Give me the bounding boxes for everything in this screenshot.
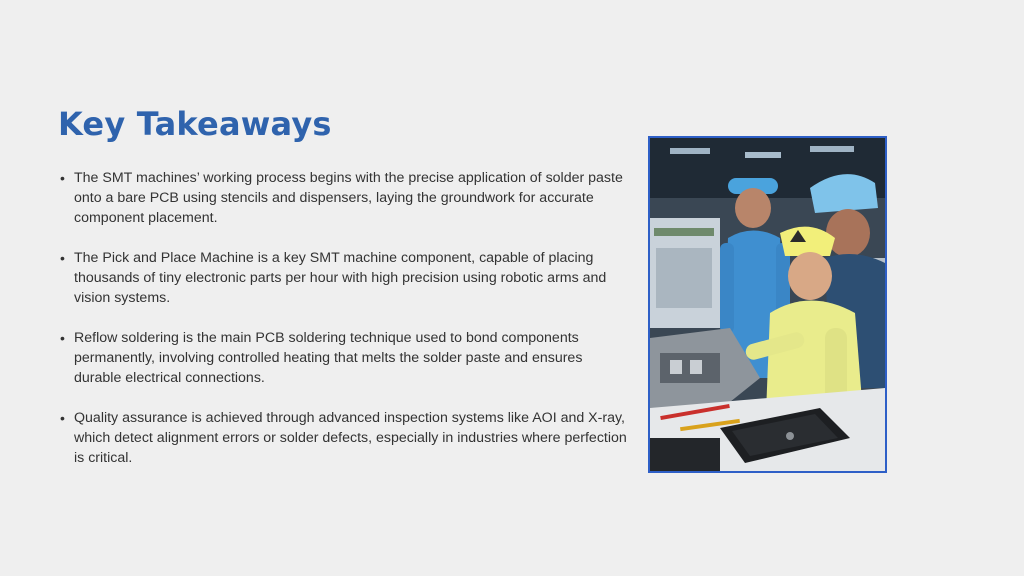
- takeaway-item: [58, 168, 628, 228]
- bullet-icon: •: [60, 250, 65, 266]
- takeaway-text: The Pick and Place Machine is a key SMT machine component, capable of placing thousands of tiny electronic parts per hour with high precision using robotic arms and vision systems.: [74, 250, 607, 306]
- factory-photo: [648, 136, 887, 473]
- takeaway-item: [58, 248, 628, 308]
- takeaway-text: The SMT machines’ working process begins with the precise application of solder paste onto a bare PCB using stencils and dispensers, laying the groundwork for accurate component placement.: [74, 170, 623, 226]
- bullet-icon: •: [60, 410, 65, 426]
- slide-title: Key Takeaways: [58, 105, 332, 143]
- takeaway-text: Quality assurance is achieved through advanced inspection systems like AOI and X-ray, which detect alignment errors or solder defects, especially in industries where perfection is critical.: [74, 410, 627, 466]
- factory-workers-illustration: [650, 138, 885, 471]
- bullet-icon: •: [60, 170, 65, 186]
- bullet-icon: •: [60, 330, 65, 346]
- takeaway-item: [58, 328, 628, 388]
- takeaway-item: [58, 408, 628, 468]
- takeaway-text: Reflow soldering is the main PCB soldering technique used to bond components permanently, involving controlled heating that melts the solder paste and ensures durable electrical connections.: [74, 330, 583, 386]
- takeaways-list: [58, 168, 628, 488]
